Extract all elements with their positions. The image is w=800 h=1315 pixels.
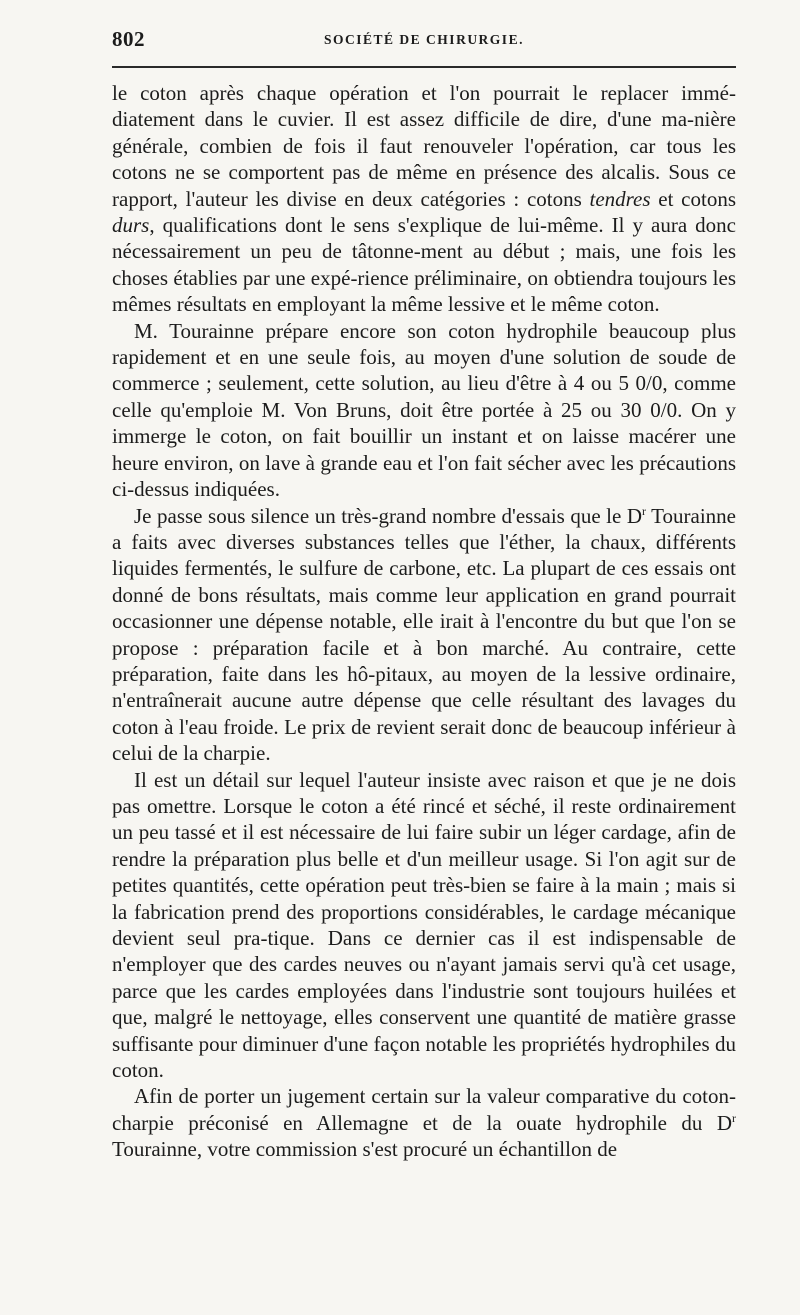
text-segment: le coton après chaque opération et l'on pourrait le replacer immé-diatement dans le cuvier. Il est assez difficile de dire, d'une ma-nière générale, combien de fois il faut renouveler l'opération, car tous les cotons ne se comportent pas de même en présence des alcalis. Sous ce rapport, l'auteur les divise en deux catégories : cotons	[112, 81, 736, 211]
text-segment: , qualifications dont le sens s'explique de lui-même. Il y aura donc nécessairement un peu de tâtonne-ment au début ; mais, une fois les choses établies par une expé-rience préliminaire, on obtiendra toujours les mêmes résultats en employant la même lessive et le même coton.	[112, 213, 736, 317]
body-text	[112, 80, 736, 1163]
paragraph-1	[112, 80, 736, 318]
text-segment: Afin de porter un jugement certain sur la valeur comparative du coton-charpie préconisé en Allemagne et de la ouate hydrophile du D	[112, 1084, 736, 1135]
paragraph-4	[112, 767, 736, 1084]
italic-term: durs	[112, 213, 150, 238]
paragraph-5	[112, 1083, 736, 1162]
text-segment: Il est un détail sur lequel l'auteur insiste avec raison et que je ne dois pas omettre. Lorsque le coton a été rincé et séché, il reste ordinairement un peu tassé et il est nécessaire de lui faire subir un léger cardage, afin de rendre la préparation plus belle et d'un meilleur usage. Si l'on agit sur de petites quantités, cette opération peut très-bien se faire à la main ; mais si la fabrication prend des proportions considérables, le cardage mécanique devient seul pra-tique. Dans ce dernier cas il est indispensable de n'employer que des cardes neuves ou n'ayant jamais servi qu'à cet usage, parce que les cardes employées dans l'industrie sont toujours huilées et que, malgré le nettoyage, elles conservent une quantité de matière grasse suffisante pour diminuer d'une façon notable les propriétés hydrophiles du coton.	[112, 767, 736, 1083]
paragraph-3	[112, 503, 736, 767]
text-segment: Tourainne, votre commission s'est procuré un échantillon de	[112, 1137, 618, 1162]
italic-term: tendres	[589, 186, 651, 211]
text-segment: Tourainne a faits avec diverses substances telles que l'éther, la chaux, différents liquides fermentés, le sulfure de carbone, etc. La plupart de ces essais ont donné de bons résultats, mais comme leur application en grand pourrait occasionner une dépense notable, elle irait à l'encontre du but que l'on se propose : préparation facile et à bon marché. Au contraire, cette préparation, faite dans les hô-pitaux, au moyen de la lessive ordinaire, n'entraînerait aucune autre dépense que celle résultant des lavages du coton à l'eau froide. Le prix de revient serait donc de beaucoup inférieur à celui de la charpie.	[112, 503, 737, 766]
text-segment: et cotons	[650, 186, 736, 211]
superscript: r	[732, 1110, 736, 1125]
page-header	[112, 27, 736, 57]
paragraph-2	[112, 318, 736, 503]
superscript: r	[642, 503, 647, 518]
running-head: SOCIÉTÉ DE CHIRURGIE.	[324, 32, 524, 47]
text-segment: M. Tourainne prépare encore son coton hydrophile beaucoup plus rapidement et en une seule fois, au moyen d'une solution de soude de commerce ; seulement, cette solution, au lieu d'être à 4 ou 5 0/0, comme celle qu'emploie M. Von Bruns, doit être portée à 25 ou 30 0/0. On y immerge le coton, on fait bouillir un instant et on laisse macérer une heure environ, on lave à grande eau et l'on fait sécher avec les précautions ci-dessus indiquées.	[112, 318, 736, 502]
header-rule	[112, 66, 736, 68]
text-segment: Je passe sous silence un très-grand nombre d'essais que le D	[134, 503, 643, 528]
page-number: 802	[112, 27, 145, 51]
